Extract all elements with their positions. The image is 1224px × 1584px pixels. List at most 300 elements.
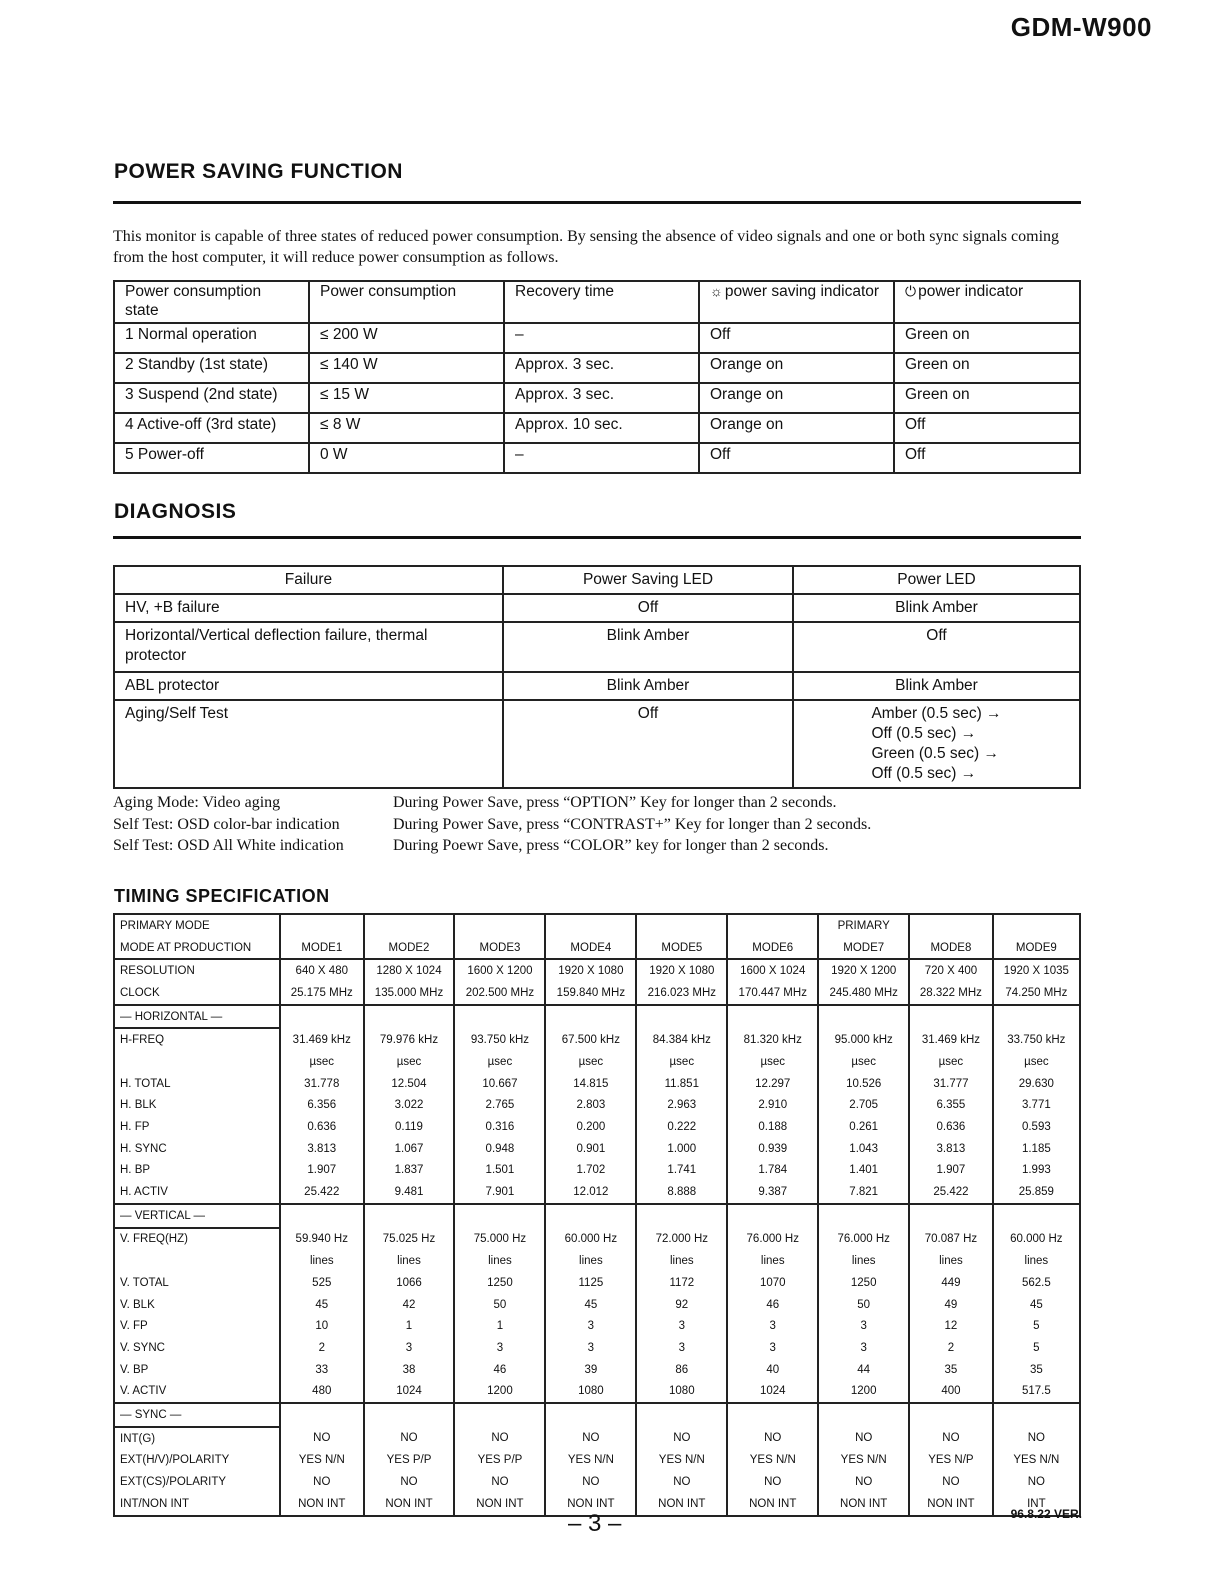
value-cell: YES N/N <box>545 1450 636 1472</box>
value-cell <box>545 1403 636 1427</box>
value-cell: 216.023 MHz <box>636 982 727 1005</box>
led-step: Amber (0.5 sec) → <box>871 705 1002 722</box>
value-cell: 93.750 kHz <box>454 1028 545 1051</box>
cell: Approx. 3 sec. <box>504 383 699 413</box>
value-cell: 517.5 <box>993 1380 1080 1403</box>
v-unit-row <box>114 1250 1080 1272</box>
value-cell: 1.837 <box>364 1160 455 1182</box>
value-cell: 45 <box>545 1294 636 1316</box>
value-cell <box>727 1204 818 1228</box>
led-step: Green (0.5 sec) → <box>871 745 999 762</box>
row-label: V. ACTIV <box>114 1380 280 1403</box>
value-cell <box>454 1403 545 1427</box>
value-cell: 1920 X 1080 <box>545 959 636 982</box>
value-cell: 12.012 <box>545 1181 636 1204</box>
value-cell: 46 <box>454 1359 545 1381</box>
value-cell: INT <box>993 1493 1080 1516</box>
table-row <box>114 672 1080 700</box>
cell: Orange on <box>699 413 894 443</box>
note-label: Aging Mode: Video aging <box>113 794 281 811</box>
value-cell: 1.741 <box>636 1160 727 1182</box>
value-cell: YES N/N <box>636 1450 727 1472</box>
table-row <box>114 1272 1080 1294</box>
table-row <box>114 700 1080 788</box>
value-cell <box>818 1005 909 1029</box>
value-cell: 3.022 <box>364 1095 455 1117</box>
value-cell: µsec <box>909 1051 993 1073</box>
value-cell: lines <box>636 1250 727 1272</box>
cell: 0 W <box>309 443 504 473</box>
row-label <box>114 1250 280 1272</box>
failure-cell: HV, +B failure <box>114 594 503 622</box>
cell: Approx. 10 sec. <box>504 413 699 443</box>
value-cell <box>636 1005 727 1029</box>
table-header-row <box>114 281 1080 323</box>
value-cell <box>364 914 455 937</box>
timing-spec-table <box>113 913 1081 1517</box>
value-cell: 86 <box>636 1359 727 1381</box>
value-cell: 76.000 Hz <box>818 1228 909 1251</box>
value-cell: 3 <box>636 1337 727 1359</box>
value-cell: 50 <box>818 1294 909 1316</box>
value-cell: 10.526 <box>818 1073 909 1095</box>
value-cell: 11.851 <box>636 1073 727 1095</box>
value-cell: NO <box>545 1471 636 1493</box>
value-cell: 40 <box>727 1359 818 1381</box>
ps-led-cell: Blink Amber <box>503 622 793 672</box>
value-cell: 45 <box>280 1294 364 1316</box>
value-cell: 75.000 Hz <box>454 1228 545 1251</box>
value-cell: YES N/P <box>909 1450 993 1472</box>
row-label: V. FREQ(HZ) <box>114 1228 280 1251</box>
col-header-label: power indicator <box>918 283 1024 300</box>
power-led-cell: Blink Amber <box>793 672 1080 700</box>
value-cell: YES P/P <box>454 1450 545 1472</box>
value-cell: 170.447 MHz <box>727 982 818 1005</box>
row-label: H. TOTAL <box>114 1073 280 1095</box>
value-cell <box>280 914 364 937</box>
h-unit-row <box>114 1051 1080 1073</box>
value-cell: 2.910 <box>727 1095 818 1117</box>
cell: 2 Standby (1st state) <box>114 353 309 383</box>
note-text: During Power Save, press “CONTRAST+” Key for longer than 2 seconds. <box>393 815 872 833</box>
power-saving-title: POWER SAVING FUNCTION <box>114 160 403 183</box>
value-cell: 31.469 kHz <box>909 1028 993 1051</box>
value-cell: 1024 <box>364 1380 455 1403</box>
value-cell: NO <box>545 1427 636 1450</box>
table-row <box>114 443 1080 473</box>
value-cell <box>636 1204 727 1228</box>
table-header-row <box>114 566 1080 594</box>
value-cell <box>545 914 636 937</box>
value-cell: 562.5 <box>993 1272 1080 1294</box>
value-cell: 33.750 kHz <box>993 1028 1080 1051</box>
value-cell: 81.320 kHz <box>727 1028 818 1051</box>
value-cell <box>727 914 818 937</box>
cell: Approx. 3 sec. <box>504 353 699 383</box>
table-row <box>114 1471 1080 1493</box>
cell: – <box>504 323 699 353</box>
value-cell: MODE7 <box>818 937 909 960</box>
value-cell: 0.316 <box>454 1116 545 1138</box>
value-cell: 1250 <box>454 1272 545 1294</box>
value-cell: YES N/N <box>727 1450 818 1472</box>
sync-section-row <box>114 1403 1080 1427</box>
value-cell: NO <box>818 1427 909 1450</box>
value-cell: MODE8 <box>909 937 993 960</box>
cell: Green on <box>894 383 1080 413</box>
row-label: INT(G) <box>114 1427 280 1450</box>
note-row <box>113 814 871 836</box>
value-cell: NO <box>727 1471 818 1493</box>
value-cell: 1.784 <box>727 1160 818 1182</box>
row-label: EXT(H/V)/POLARITY <box>114 1450 280 1472</box>
value-cell: NO <box>993 1471 1080 1493</box>
value-cell <box>818 1403 909 1427</box>
table-row <box>114 1095 1080 1117</box>
timing-title: TIMING SPECIFICATION <box>114 886 330 906</box>
table-row <box>114 353 1080 383</box>
cell: Green on <box>894 323 1080 353</box>
resolution-row <box>114 959 1080 982</box>
value-cell: 95.000 kHz <box>818 1028 909 1051</box>
value-cell: µsec <box>280 1051 364 1073</box>
value-cell: 28.322 MHz <box>909 982 993 1005</box>
value-cell <box>280 1005 364 1029</box>
value-cell <box>909 1204 993 1228</box>
value-cell: 7.821 <box>818 1181 909 1204</box>
value-cell: 1066 <box>364 1272 455 1294</box>
note-text: During Power Save, press “OPTION” Key for longer than 2 seconds. <box>393 794 837 811</box>
value-cell: PRIMARY <box>818 914 909 937</box>
table-row <box>114 1181 1080 1204</box>
value-cell: NON INT <box>364 1493 455 1516</box>
value-cell: 0.901 <box>545 1138 636 1160</box>
value-cell: 2.765 <box>454 1095 545 1117</box>
note-label: Self Test: OSD color-bar indication <box>113 815 340 833</box>
value-cell: 6.356 <box>280 1095 364 1117</box>
value-cell: lines <box>280 1250 364 1272</box>
value-cell <box>454 1204 545 1228</box>
header-row-1 <box>114 914 1080 937</box>
value-cell: NON INT <box>727 1493 818 1516</box>
value-cell: MODE1 <box>280 937 364 960</box>
cell: Orange on <box>699 353 894 383</box>
table-row <box>114 594 1080 622</box>
col-header: Power consumption state <box>114 281 309 323</box>
failure-cell: Horizontal/Vertical deflection failure, thermal protector <box>114 622 503 672</box>
table-row <box>114 1073 1080 1095</box>
value-cell: NON INT <box>636 1493 727 1516</box>
value-cell: 12.504 <box>364 1073 455 1095</box>
value-cell: NO <box>454 1427 545 1450</box>
value-cell: 14.815 <box>545 1073 636 1095</box>
col-header-label: power saving indicator <box>724 283 880 300</box>
value-cell: 1600 X 1024 <box>727 959 818 982</box>
value-cell: 6.355 <box>909 1095 993 1117</box>
value-cell: NO <box>364 1471 455 1493</box>
value-cell: 8.888 <box>636 1181 727 1204</box>
value-cell: 3 <box>364 1337 455 1359</box>
value-cell: 67.500 kHz <box>545 1028 636 1051</box>
value-cell: 31.777 <box>909 1073 993 1095</box>
power-led-cell <box>793 700 1080 788</box>
value-cell: 76.000 Hz <box>727 1228 818 1251</box>
value-cell: 0.200 <box>545 1116 636 1138</box>
value-cell: 1.702 <box>545 1160 636 1182</box>
value-cell: 10.667 <box>454 1073 545 1095</box>
note-row <box>113 792 871 814</box>
value-cell: 0.188 <box>727 1116 818 1138</box>
value-cell: µsec <box>636 1051 727 1073</box>
cell: Orange on <box>699 383 894 413</box>
value-cell: 31.469 kHz <box>280 1028 364 1051</box>
value-cell: 1920 X 1080 <box>636 959 727 982</box>
table-row <box>114 1116 1080 1138</box>
value-cell: 1.907 <box>909 1160 993 1182</box>
value-cell: lines <box>727 1250 818 1272</box>
cell: 1 Normal operation <box>114 323 309 353</box>
value-cell: YES P/P <box>364 1450 455 1472</box>
value-cell: MODE4 <box>545 937 636 960</box>
note-label: Self Test: OSD All White indication <box>113 837 344 854</box>
value-cell: 1.067 <box>364 1138 455 1160</box>
value-cell: 59.940 Hz <box>280 1228 364 1251</box>
value-cell: NON INT <box>818 1493 909 1516</box>
row-label: — SYNC — <box>114 1403 280 1427</box>
cell: ≤ 140 W <box>309 353 504 383</box>
value-cell: 1600 X 1200 <box>454 959 545 982</box>
value-cell: NO <box>636 1471 727 1493</box>
value-cell: 2 <box>909 1337 993 1359</box>
value-cell: 3 <box>545 1337 636 1359</box>
v-freq-row <box>114 1228 1080 1251</box>
value-cell: lines <box>364 1250 455 1272</box>
value-cell: NO <box>727 1427 818 1450</box>
value-cell <box>454 914 545 937</box>
value-cell: 1200 <box>454 1380 545 1403</box>
table-row <box>114 383 1080 413</box>
value-cell: NO <box>280 1471 364 1493</box>
table-row <box>114 1427 1080 1450</box>
value-cell: YES N/N <box>993 1450 1080 1472</box>
value-cell: 1024 <box>727 1380 818 1403</box>
value-cell: 0.948 <box>454 1138 545 1160</box>
value-cell: 1.993 <box>993 1160 1080 1182</box>
note-text: During Poewr Save, press “COLOR” key for longer than 2 seconds. <box>393 837 829 854</box>
value-cell: YES N/N <box>280 1450 364 1472</box>
table-row <box>114 1337 1080 1359</box>
value-cell: 45 <box>993 1294 1080 1316</box>
cell: Off <box>894 413 1080 443</box>
value-cell: 3 <box>545 1315 636 1337</box>
value-cell: lines <box>545 1250 636 1272</box>
value-cell: 3.813 <box>280 1138 364 1160</box>
value-cell: NON INT <box>454 1493 545 1516</box>
value-cell: 1.501 <box>454 1160 545 1182</box>
value-cell: 3 <box>454 1337 545 1359</box>
value-cell: 44 <box>818 1359 909 1381</box>
section-divider <box>113 536 1081 539</box>
value-cell: NO <box>454 1471 545 1493</box>
col-header: Failure <box>114 566 503 594</box>
value-cell: µsec <box>454 1051 545 1073</box>
value-cell: 245.480 MHz <box>818 982 909 1005</box>
value-cell: 74.250 MHz <box>993 982 1080 1005</box>
cell: Off <box>894 443 1080 473</box>
value-cell: 60.000 Hz <box>545 1228 636 1251</box>
value-cell: 72.000 Hz <box>636 1228 727 1251</box>
value-cell: µsec <box>545 1051 636 1073</box>
value-cell: 1.185 <box>993 1138 1080 1160</box>
table-row <box>114 1450 1080 1472</box>
vertical-section-row <box>114 1204 1080 1228</box>
value-cell: lines <box>993 1250 1080 1272</box>
value-cell: 0.261 <box>818 1116 909 1138</box>
value-cell <box>909 914 993 937</box>
table-row <box>114 1138 1080 1160</box>
value-cell: 25.422 <box>909 1181 993 1204</box>
value-cell: 42 <box>364 1294 455 1316</box>
value-cell: 2.963 <box>636 1095 727 1117</box>
value-cell <box>993 1403 1080 1427</box>
table-row <box>114 1380 1080 1403</box>
ps-led-cell: Off <box>503 594 793 622</box>
col-header: Power consumption <box>309 281 504 323</box>
col-header <box>699 281 894 323</box>
value-cell: NO <box>280 1427 364 1450</box>
table-row <box>114 1160 1080 1182</box>
row-label: RESOLUTION <box>114 959 280 982</box>
cell: Off <box>699 323 894 353</box>
row-label: V. BP <box>114 1359 280 1381</box>
clock-row <box>114 982 1080 1005</box>
led-step: Off (0.5 sec) → <box>871 725 977 742</box>
table-row <box>114 1294 1080 1316</box>
value-cell <box>545 1005 636 1029</box>
col-header: Power Saving LED <box>503 566 793 594</box>
value-cell: 3 <box>818 1315 909 1337</box>
value-cell: 1.043 <box>818 1138 909 1160</box>
value-cell: 7.901 <box>454 1181 545 1204</box>
value-cell: µsec <box>818 1051 909 1073</box>
value-cell: 640 X 480 <box>280 959 364 982</box>
row-label: H. BP <box>114 1160 280 1182</box>
value-cell: µsec <box>364 1051 455 1073</box>
row-label: INT/NON INT <box>114 1493 280 1516</box>
cell: Off <box>699 443 894 473</box>
power-led-cell: Blink Amber <box>793 594 1080 622</box>
value-cell: 0.636 <box>280 1116 364 1138</box>
value-cell <box>454 1005 545 1029</box>
h-freq-row <box>114 1028 1080 1051</box>
value-cell: 5 <box>993 1337 1080 1359</box>
value-cell: 3 <box>727 1337 818 1359</box>
diagnosis-title: DIAGNOSIS <box>114 500 237 523</box>
value-cell <box>909 1005 993 1029</box>
value-cell: 0.593 <box>993 1116 1080 1138</box>
col-header <box>894 281 1080 323</box>
value-cell: 720 X 400 <box>909 959 993 982</box>
horizontal-section-row <box>114 1005 1080 1029</box>
row-label: CLOCK <box>114 982 280 1005</box>
value-cell: 70.087 Hz <box>909 1228 993 1251</box>
value-cell <box>636 914 727 937</box>
row-label: PRIMARY MODE <box>114 914 280 937</box>
value-cell: 1920 X 1200 <box>818 959 909 982</box>
row-label: V. BLK <box>114 1294 280 1316</box>
row-label: H. BLK <box>114 1095 280 1117</box>
row-label: MODE AT PRODUCTION <box>114 937 280 960</box>
value-cell <box>280 1403 364 1427</box>
value-cell <box>909 1403 993 1427</box>
value-cell: NO <box>364 1427 455 1450</box>
value-cell: NON INT <box>545 1493 636 1516</box>
diagnosis-table <box>113 565 1081 789</box>
cell: ≤ 8 W <box>309 413 504 443</box>
value-cell: 1200 <box>818 1380 909 1403</box>
value-cell: 39 <box>545 1359 636 1381</box>
value-cell: 75.025 Hz <box>364 1228 455 1251</box>
version-label: 96.8.22 VER. <box>1010 1507 1082 1521</box>
value-cell: 79.976 kHz <box>364 1028 455 1051</box>
value-cell: 1.907 <box>280 1160 364 1182</box>
col-header: Power LED <box>793 566 1080 594</box>
table-row <box>114 622 1080 672</box>
col-header: Recovery time <box>504 281 699 323</box>
value-cell <box>818 1204 909 1228</box>
cell: 5 Power-off <box>114 443 309 473</box>
power-consumption-table <box>113 280 1081 474</box>
model-number: GDM-W900 <box>1010 12 1152 42</box>
value-cell <box>727 1403 818 1427</box>
value-cell: 1080 <box>636 1380 727 1403</box>
value-cell: 1 <box>364 1315 455 1337</box>
value-cell <box>993 1005 1080 1029</box>
value-cell: YES N/N <box>818 1450 909 1472</box>
value-cell: 480 <box>280 1380 364 1403</box>
row-label: H-FREQ <box>114 1028 280 1051</box>
value-cell: 29.630 <box>993 1073 1080 1095</box>
ps-led-cell: Blink Amber <box>503 672 793 700</box>
value-cell: µsec <box>727 1051 818 1073</box>
row-label: EXT(CS)/POLARITY <box>114 1471 280 1493</box>
note-row <box>113 835 871 857</box>
header-row-2 <box>114 937 1080 960</box>
value-cell: MODE5 <box>636 937 727 960</box>
value-cell: NO <box>909 1427 993 1450</box>
value-cell: 33 <box>280 1359 364 1381</box>
value-cell: 449 <box>909 1272 993 1294</box>
value-cell: 46 <box>727 1294 818 1316</box>
table-row <box>114 1315 1080 1337</box>
value-cell: MODE6 <box>727 937 818 960</box>
value-cell: 400 <box>909 1380 993 1403</box>
value-cell: 1.000 <box>636 1138 727 1160</box>
section-divider <box>113 201 1081 204</box>
value-cell: µsec <box>993 1051 1080 1073</box>
value-cell: lines <box>909 1250 993 1272</box>
value-cell: 0.222 <box>636 1116 727 1138</box>
value-cell: NON INT <box>909 1493 993 1516</box>
value-cell: 525 <box>280 1272 364 1294</box>
value-cell: 50 <box>454 1294 545 1316</box>
value-cell <box>364 1005 455 1029</box>
cell: ≤ 200 W <box>309 323 504 353</box>
value-cell: 202.500 MHz <box>454 982 545 1005</box>
value-cell: 135.000 MHz <box>364 982 455 1005</box>
table-row <box>114 323 1080 353</box>
